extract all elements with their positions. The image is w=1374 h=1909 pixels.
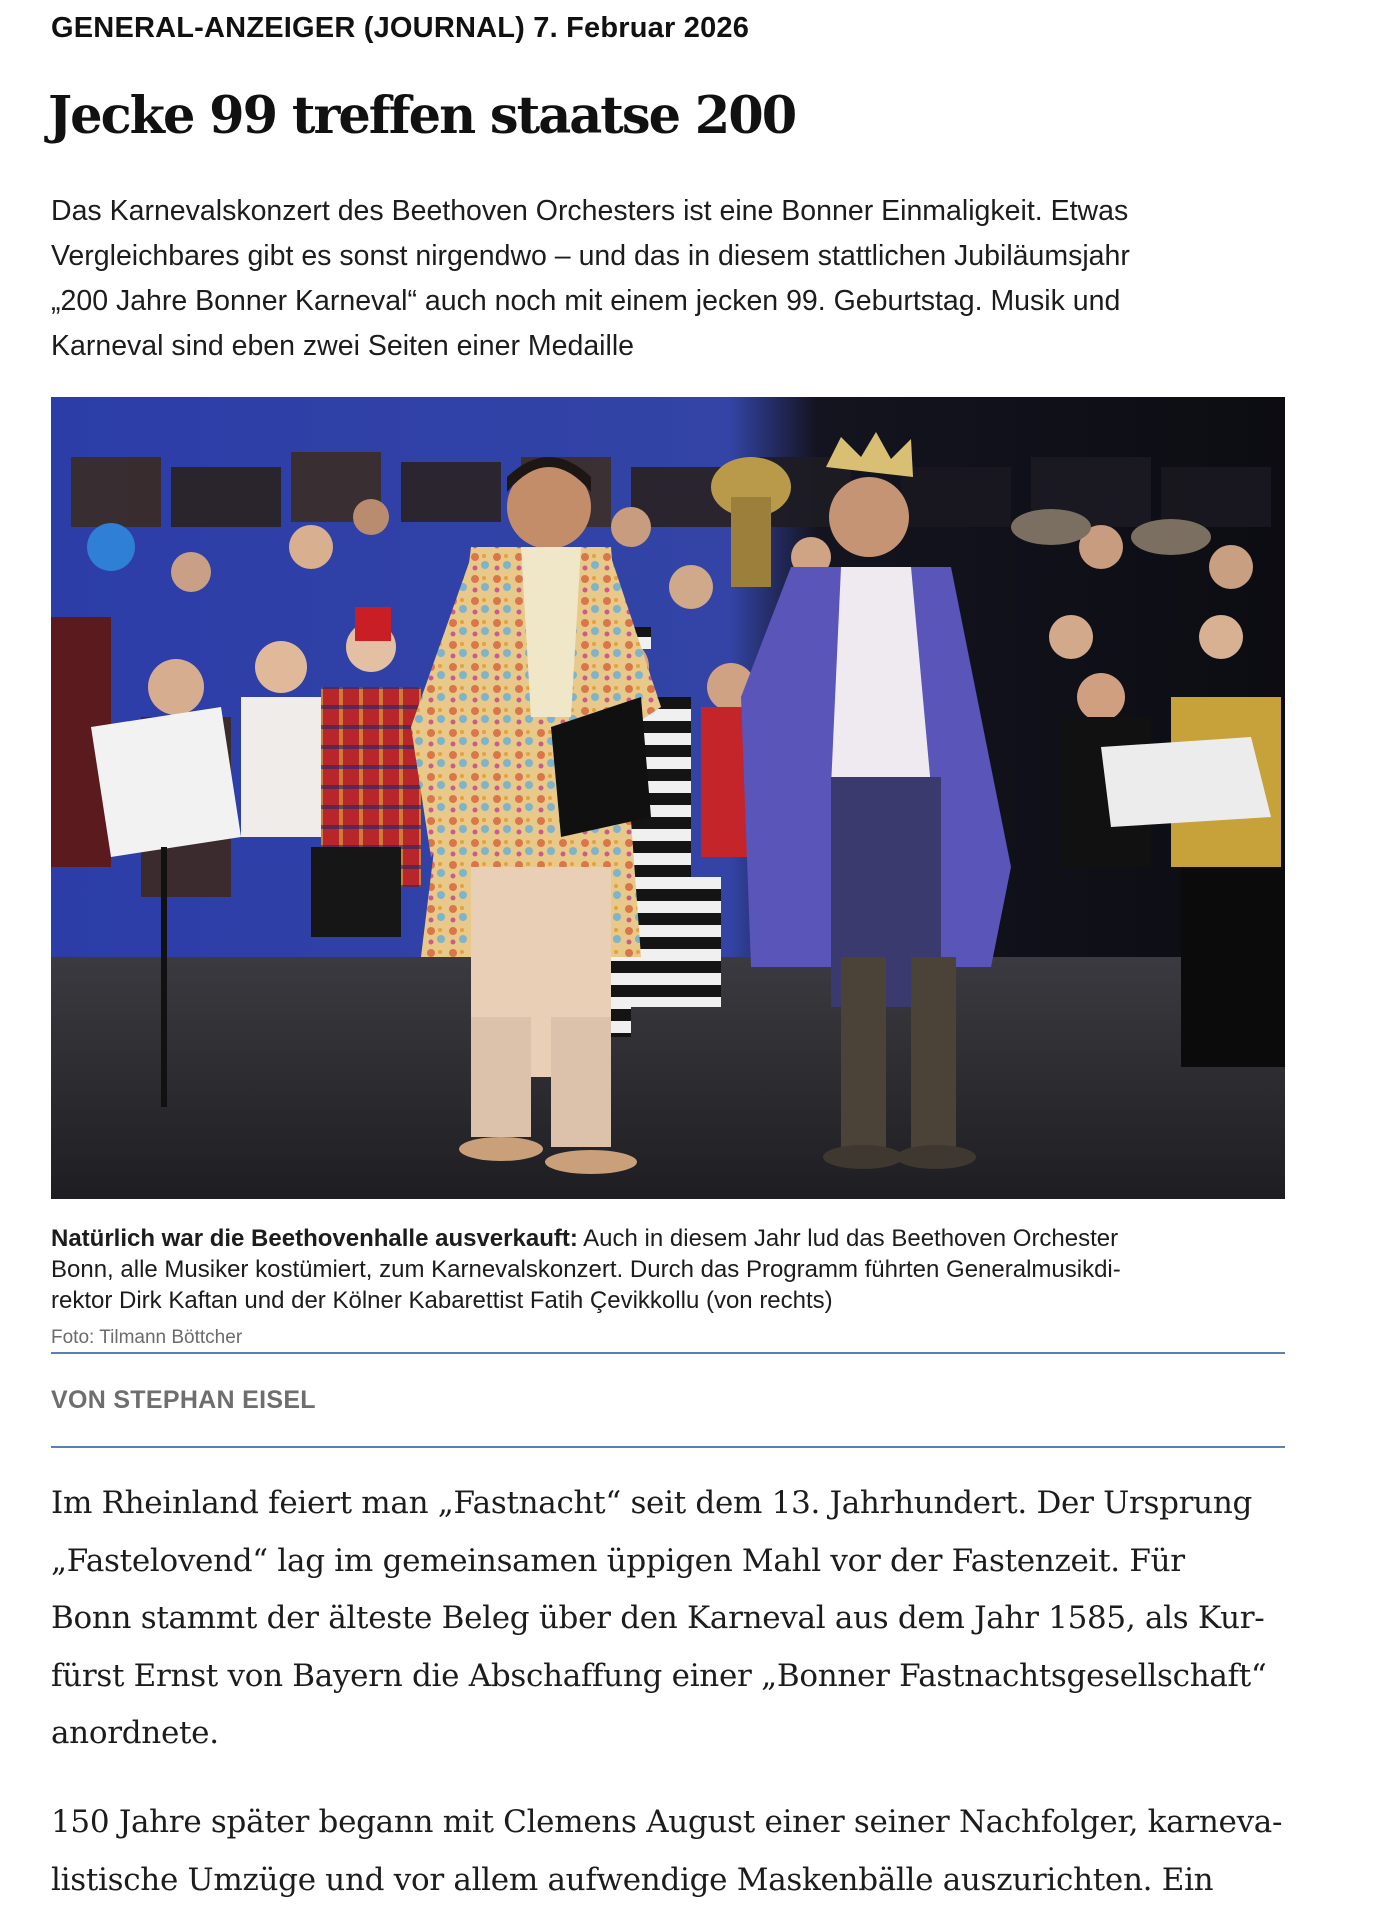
caption-line <box>51 1223 1285 1254</box>
lead-line: Vergleichbares gibt es sonst nirgendwo – und das in diesem stattlichen Jubiläumsjahr <box>51 234 1285 279</box>
body-line: „Fastelovend“ lag im gemeinsamen üppigen Mahl vor der Fastenzeit. Für <box>51 1533 1285 1591</box>
body-line: 150 Jahre später begann mit Clemens August einer seiner Nachfolger, karneva- <box>51 1794 1285 1852</box>
body-line: Bonn stammt der älteste Beleg über den Karneval aus dem Jahr 1585, als Kur- <box>51 1590 1285 1648</box>
body-line: listische Umzüge und vor allem aufwendige Maskenbälle auszurichten. Ein <box>51 1852 1285 1909</box>
body-paragraph <box>51 1475 1285 1763</box>
body-line: Im Rheinland feiert man „Fastnacht“ seit dem 13. Jahrhundert. Der Ursprung <box>51 1475 1285 1533</box>
caption-bold-lead: Natürlich war die Beethovenhalle ausverkauft: <box>51 1225 578 1252</box>
author-byline: VON STEPHAN EISEL <box>51 1386 316 1415</box>
divider-rule <box>51 1352 1285 1354</box>
lead-line: „200 Jahre Bonner Karneval“ auch noch mit einem jecken 99. Geburtstag. Musik und <box>51 279 1285 324</box>
lead-line: Das Karnevalskonzert des Beethoven Orchesters ist eine Bonner Einmaligkeit. Etwas <box>51 189 1285 234</box>
article-lead <box>51 189 1285 369</box>
body-paragraph <box>51 1794 1285 1909</box>
caption-line: Bonn, alle Musiker kostümiert, zum Karnevalskonzert. Durch das Programm führten Generalmusikdi- <box>51 1254 1285 1285</box>
caption-line1-rest: Auch in diesem Jahr lud das Beethoven Orchester <box>578 1225 1118 1252</box>
orchestra-stage-photo <box>51 397 1285 1199</box>
lead-line: Karneval sind eben zwei Seiten einer Medaille <box>51 324 1285 369</box>
body-line: fürst Ernst von Bayern die Abschaffung einer „Bonner Fastnachtsgesellschaft“ <box>51 1648 1285 1706</box>
photo-caption <box>51 1223 1285 1316</box>
caption-line: rektor Dirk Kaftan und der Kölner Kabarettist Fatih Çevikkollu (von rechts) <box>51 1285 1285 1316</box>
article-headline: Jecke 99 treffen staatse 200 <box>48 86 795 146</box>
article-photo <box>51 397 1285 1199</box>
photo-credit: Foto: Tilmann Böttcher <box>51 1327 242 1349</box>
publication-dateline: GENERAL-ANZEIGER (JOURNAL) 7. Februar 2026 <box>51 12 749 45</box>
divider-rule <box>51 1446 1285 1448</box>
body-line: anordnete. <box>51 1705 1285 1763</box>
